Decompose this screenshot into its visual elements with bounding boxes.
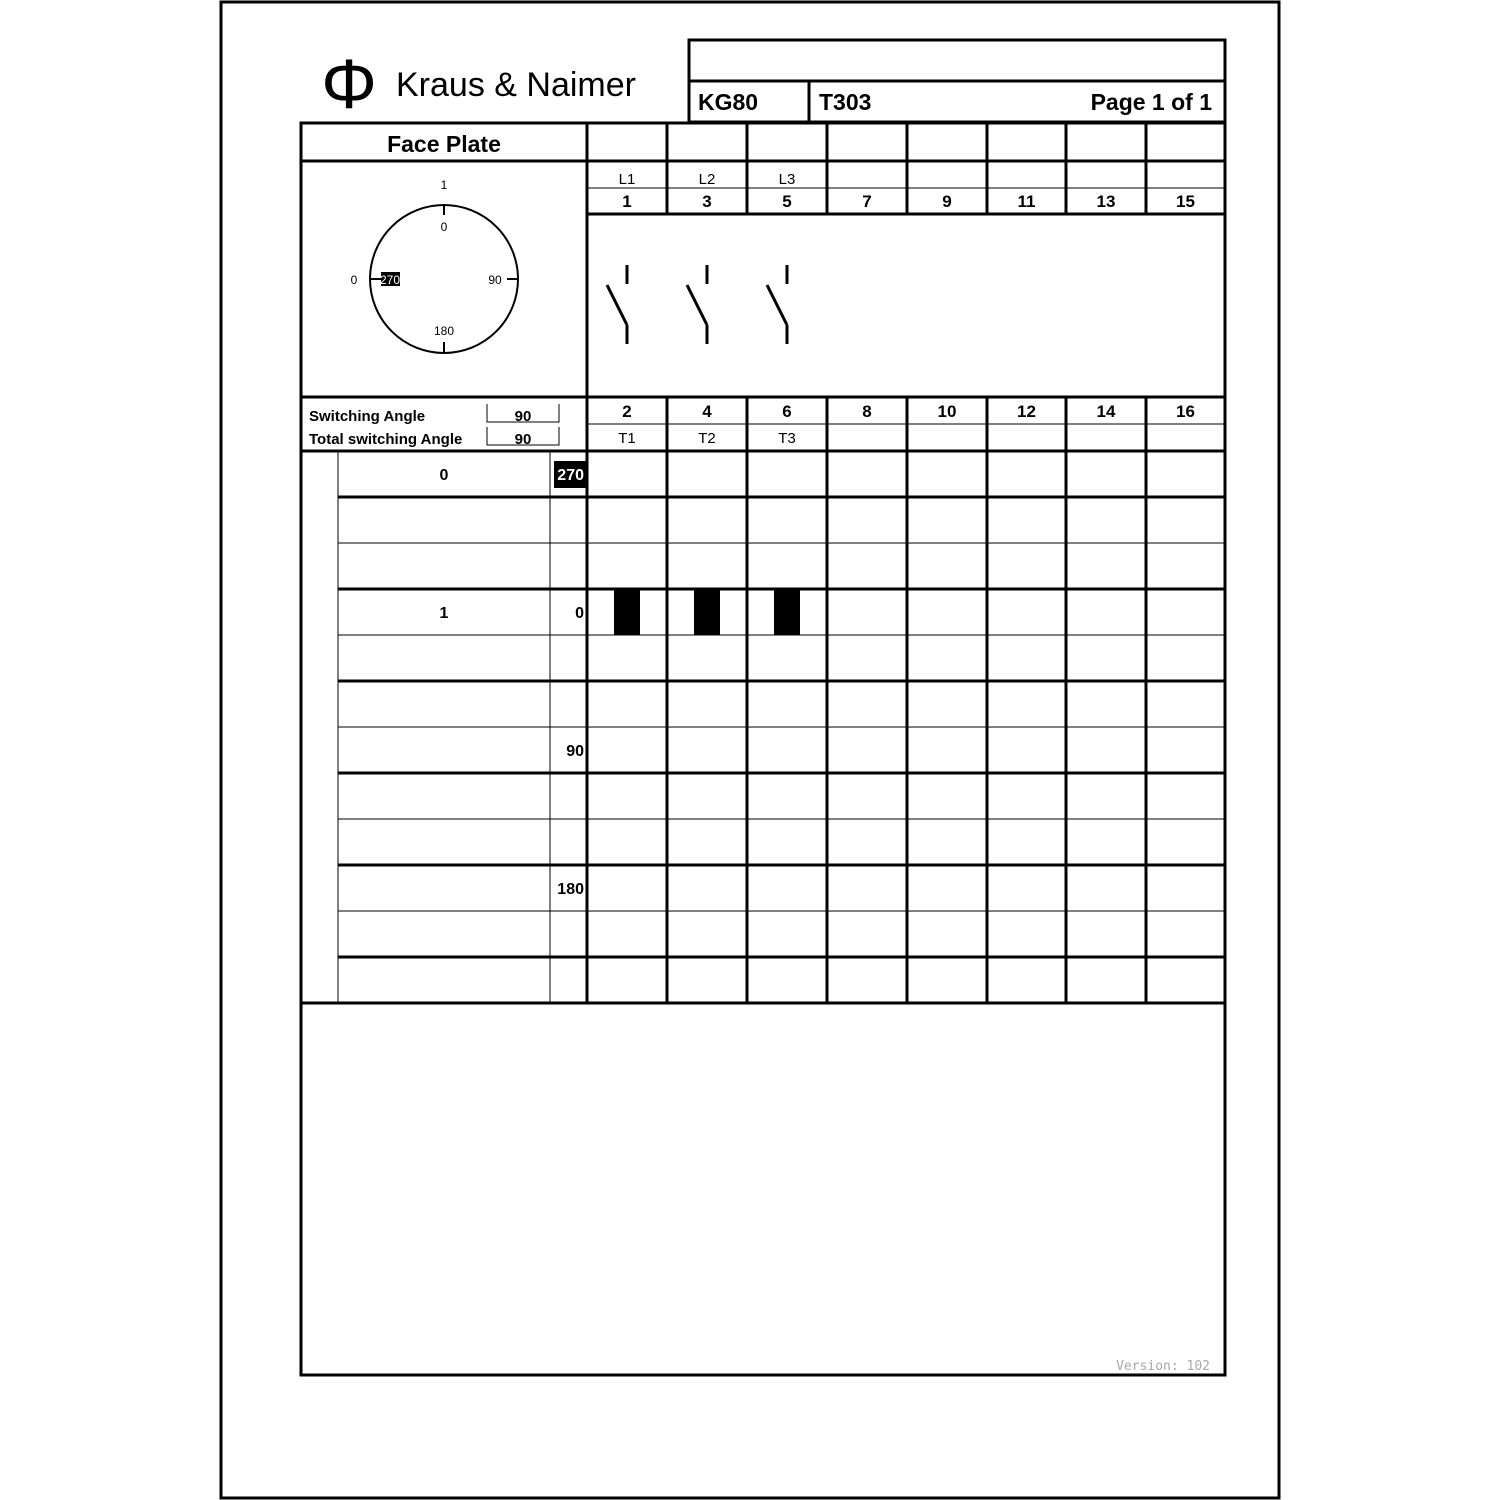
terminal-number-top: 3 (702, 192, 712, 211)
contact-closed-marker (614, 590, 640, 635)
terminal-label-top: L3 (778, 171, 796, 188)
position-label: 1 (439, 605, 449, 622)
terminal-number-top: 1 (622, 192, 632, 211)
terminal-label-bottom: T1 (618, 430, 636, 447)
terminal-number-bottom: 4 (702, 402, 712, 421)
dial-label-top-outer: 1 (440, 178, 448, 192)
terminal-label-bottom: T2 (698, 430, 716, 447)
terminal-number-top: 11 (1017, 192, 1036, 211)
terminal-number-bottom: 2 (622, 402, 632, 421)
position-angle: 180 (557, 881, 584, 898)
position-angle: 270 (557, 467, 584, 484)
version-label: Version: 102 (1116, 1359, 1210, 1374)
terminal-number-top: 5 (782, 192, 792, 211)
terminal-label-top: L1 (618, 171, 636, 188)
dial-label-left-outer: 0 (350, 273, 358, 287)
position-angle: 0 (575, 605, 584, 622)
page-border (221, 2, 1279, 1498)
model-label: KG80 (698, 89, 759, 115)
face-plate-title: Face Plate (387, 131, 501, 157)
position-angle: 90 (566, 743, 584, 760)
dial-label-left-inner: 270 (379, 273, 401, 287)
total-switching-angle-label: Total switching Angle (309, 431, 463, 448)
brand-symbol: Φ (321, 45, 377, 123)
dial-label-right-inner: 90 (488, 273, 502, 287)
total-switching-angle-value: 90 (514, 431, 532, 448)
terminal-number-top: 9 (942, 192, 952, 211)
switching-angle-label: Switching Angle (309, 408, 426, 425)
terminal-number-bottom: 16 (1176, 402, 1195, 421)
terminal-number-bottom: 12 (1017, 402, 1036, 421)
terminal-number-bottom: 14 (1096, 402, 1116, 421)
brand-name: Kraus & Naimer (396, 66, 636, 104)
position-label: 0 (439, 467, 449, 484)
terminal-number-bottom: 8 (862, 402, 872, 421)
terminal-number-bottom: 10 (937, 402, 957, 421)
switching-angle-value: 90 (514, 408, 532, 425)
code-label: T303 (819, 89, 872, 115)
terminal-number-bottom: 6 (782, 402, 792, 421)
contact-closed-marker (774, 590, 800, 635)
contact-closed-marker (694, 590, 720, 635)
dial-label-bottom-inner: 180 (433, 324, 455, 338)
terminal-number-top: 7 (862, 192, 872, 211)
dial-label-top-inner: 0 (440, 220, 448, 234)
terminal-number-top: 13 (1096, 192, 1116, 211)
terminal-label-bottom: T3 (778, 430, 796, 447)
terminal-number-top: 15 (1176, 192, 1195, 211)
terminal-label-top: L2 (698, 171, 716, 188)
page-indicator: Page 1 of 1 (1090, 89, 1212, 115)
